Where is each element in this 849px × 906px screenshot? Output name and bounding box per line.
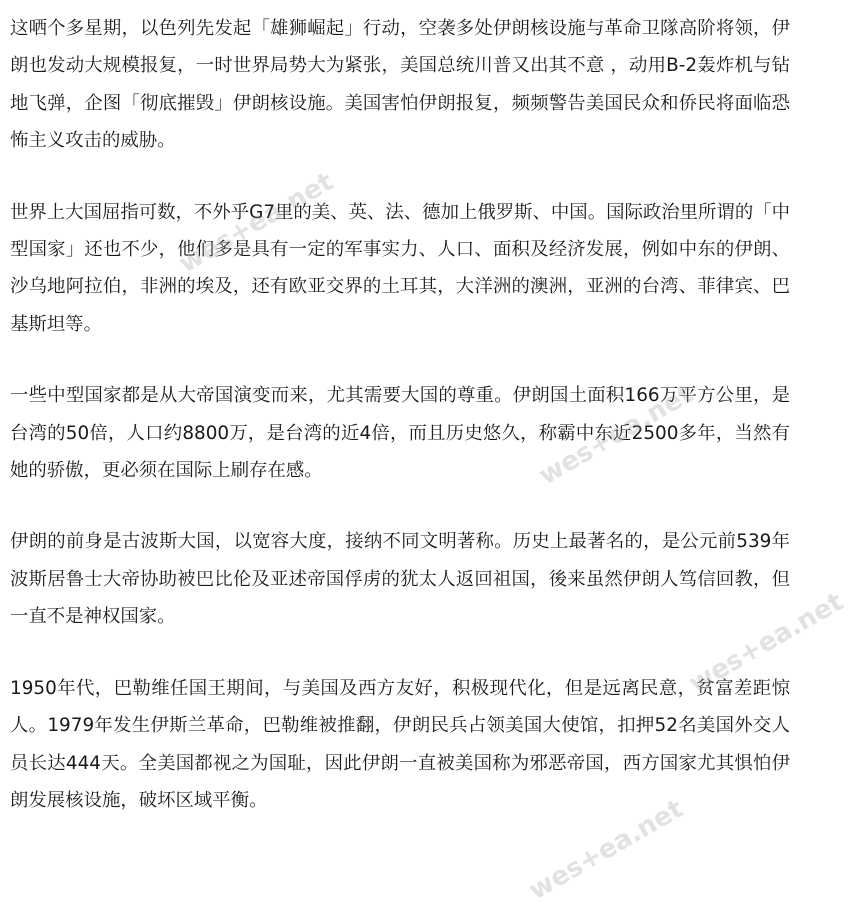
paragraph-2: 世界上大国屈指可数，不外乎G7里的美、英、法、德加上俄罗斯、中国。国际政治里所谓的「中型国家」还也不少，他们多是具有一定的军事实力、人口、面积及经济发展，例如中东的伊朗、沙乌地阿拉伯，非洲的埃及，还有欧亚交界的土耳其，大洋洲的澳洲，亚洲的台湾、菲律宾、巴基斯坦等。 <box>10 201 790 335</box>
paragraph-3: 一些中型国家都是从大帝国演变而来，尤其需要大国的尊重。伊朗国土面积166万平方公里，是台湾的50倍，人口约8800万，是台湾的近4倍，而且历史悠久，称霸中东近2500多年，当然有她的骄傲，更必须在国际上刷存在感。 <box>10 385 790 482</box>
article-body <box>10 10 790 853</box>
paragraph-1: 这哂个多星期，以色列先发起「雄狮崛起」行动，空袭多处伊朗核设施与革命卫隊高阶将领，伊朗也发动大规模报复，一时世界局势大为紧张，美国总统川普又出其不意 ，动用B-2轰炸机与钻地飞弹，企图「彻底摧毁」伊朗核设施。美国害怕伊朗报复，频频警告美国民众和侨民将面临恐怖主义攻击的威胁。 <box>10 18 790 152</box>
paragraph-4: 伊朗的前身是古波斯大国，以宽容大度，接纳不同文明著称。历史上最著名的，是公元前539年波斯居鲁士大帝协助被巴比伦及亚述帝国俘虏的犹太人返回祖国，後来虽然伊朗人笃信回教，但一直不是神权国家。 <box>10 531 790 628</box>
paragraph-5: 1950年代，巴勒维任国王期间，与美国及西方友好，积极现代化，但是远离民意，贫富差距惊人。1979年发生伊斯兰革命，巴勒维被推翻，伊朗民兵占领美国大使馆，扣押52名美国外交人员长达444天。全美国都视之为国耻，因此伊朗一直被美国称为邪恶帝国，西方国家尤其惧怕伊朗发展核设施，破坏区域平衡。 <box>10 677 790 811</box>
watermark-logo: wes+ea.net <box>684 586 849 700</box>
watermark-logo: wes+ea.net <box>534 378 699 492</box>
watermark-logo: wes+ea.net <box>174 166 339 280</box>
watermark-logo: wes+ea.net <box>524 793 689 906</box>
